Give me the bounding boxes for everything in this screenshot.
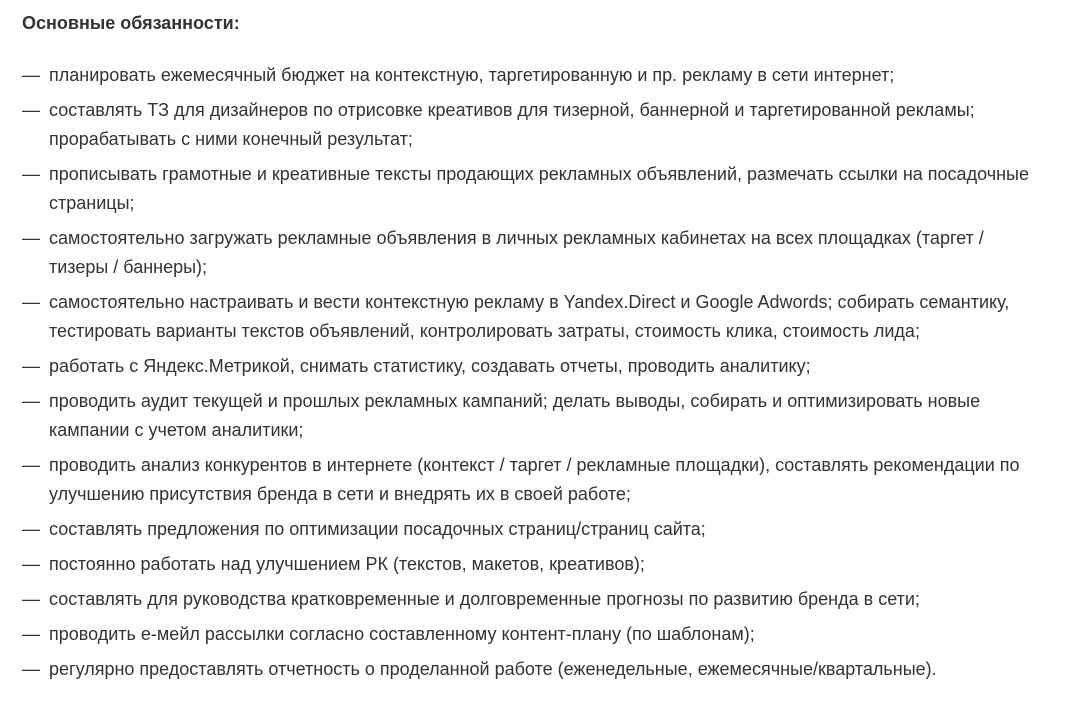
list-item-text: проводить анализ конкурентов в интернете (контекст / таргет / рекламные площадки), составлять рекомендации по улучшению присутствия бренда в сети и внедрять их в своей работе; <box>49 455 1020 504</box>
bullet-dash: — <box>22 519 40 539</box>
list-item-text: работать с Яндекс.Метрикой, снимать статистику, создавать отчеты, проводить аналитику; <box>49 356 811 376</box>
list-item <box>22 585 1032 614</box>
bullet-dash: — <box>22 589 40 609</box>
bullet-dash: — <box>22 624 40 644</box>
bullet-dash: — <box>22 659 40 679</box>
bullet-dash: — <box>22 554 40 574</box>
list-item-text: проводить аудит текущей и прошлых рекламных кампаний; делать выводы, собирать и оптимизировать новые кампании с учетом аналитики; <box>49 391 981 440</box>
bullet-dash: — <box>22 455 40 475</box>
list-item-text: прописывать грамотные и креативные тексты продающих рекламных объявлений, размечать ссылки на посадочные страницы; <box>49 164 1029 213</box>
list-item-text: составлять для руководства кратковременные и долговременные прогнозы по развитию бренда в сети; <box>49 589 920 609</box>
section-heading: Основные обязанности: <box>22 13 240 33</box>
list-item-text: составлять ТЗ для дизайнеров по отрисовке креативов для тизерной, баннерной и таргетированной рекламы; прорабатывать с ними конечный результат; <box>49 100 975 149</box>
list-item <box>22 61 1032 90</box>
list-item <box>22 224 1032 282</box>
bullet-dash: — <box>22 65 40 85</box>
bullet-dash: — <box>22 164 40 184</box>
bullet-dash: — <box>22 228 40 248</box>
list-item <box>22 515 1032 544</box>
bullet-dash: — <box>22 100 40 120</box>
list-item-text: проводить е-мейл рассылки согласно составленному контент-плану (по шаблонам); <box>49 624 755 644</box>
list-item-text: составлять предложения по оптимизации посадочных страниц/страниц сайта; <box>49 519 706 539</box>
list-item-text: самостоятельно загружать рекламные объявления в личных рекламных кабинетах на всех площадках (таргет / тизеры / баннеры); <box>49 228 984 277</box>
list-item <box>22 288 1032 346</box>
list-item <box>22 387 1032 445</box>
list-item-text: постоянно работать над улучшением РК (текстов, макетов, креативов); <box>49 554 645 574</box>
bullet-dash: — <box>22 356 40 376</box>
list-item <box>22 550 1032 579</box>
list-item-text: планировать ежемесячный бюджет на контекстную, таргетированную и пр. рекламу в сети интернет; <box>49 65 895 85</box>
list-item <box>22 96 1032 154</box>
bullet-dash: — <box>22 391 40 411</box>
bullet-dash: — <box>22 292 40 312</box>
list-item <box>22 620 1032 649</box>
duties-list <box>22 61 1069 684</box>
list-item-text: регулярно предоставлять отчетность о проделанной работе (еженедельные, ежемесячные/квартальные). <box>49 659 937 679</box>
list-item <box>22 655 1032 684</box>
list-item <box>22 160 1032 218</box>
list-item <box>22 451 1032 509</box>
list-item-text: самостоятельно настраивать и вести контекстную рекламу в Yandex.Direct и Google Adwords; собирать семантику, тестировать варианты текстов объявлений, контролировать затраты, стоимость клика, стоимость лида; <box>49 292 1010 341</box>
list-item <box>22 352 1032 381</box>
